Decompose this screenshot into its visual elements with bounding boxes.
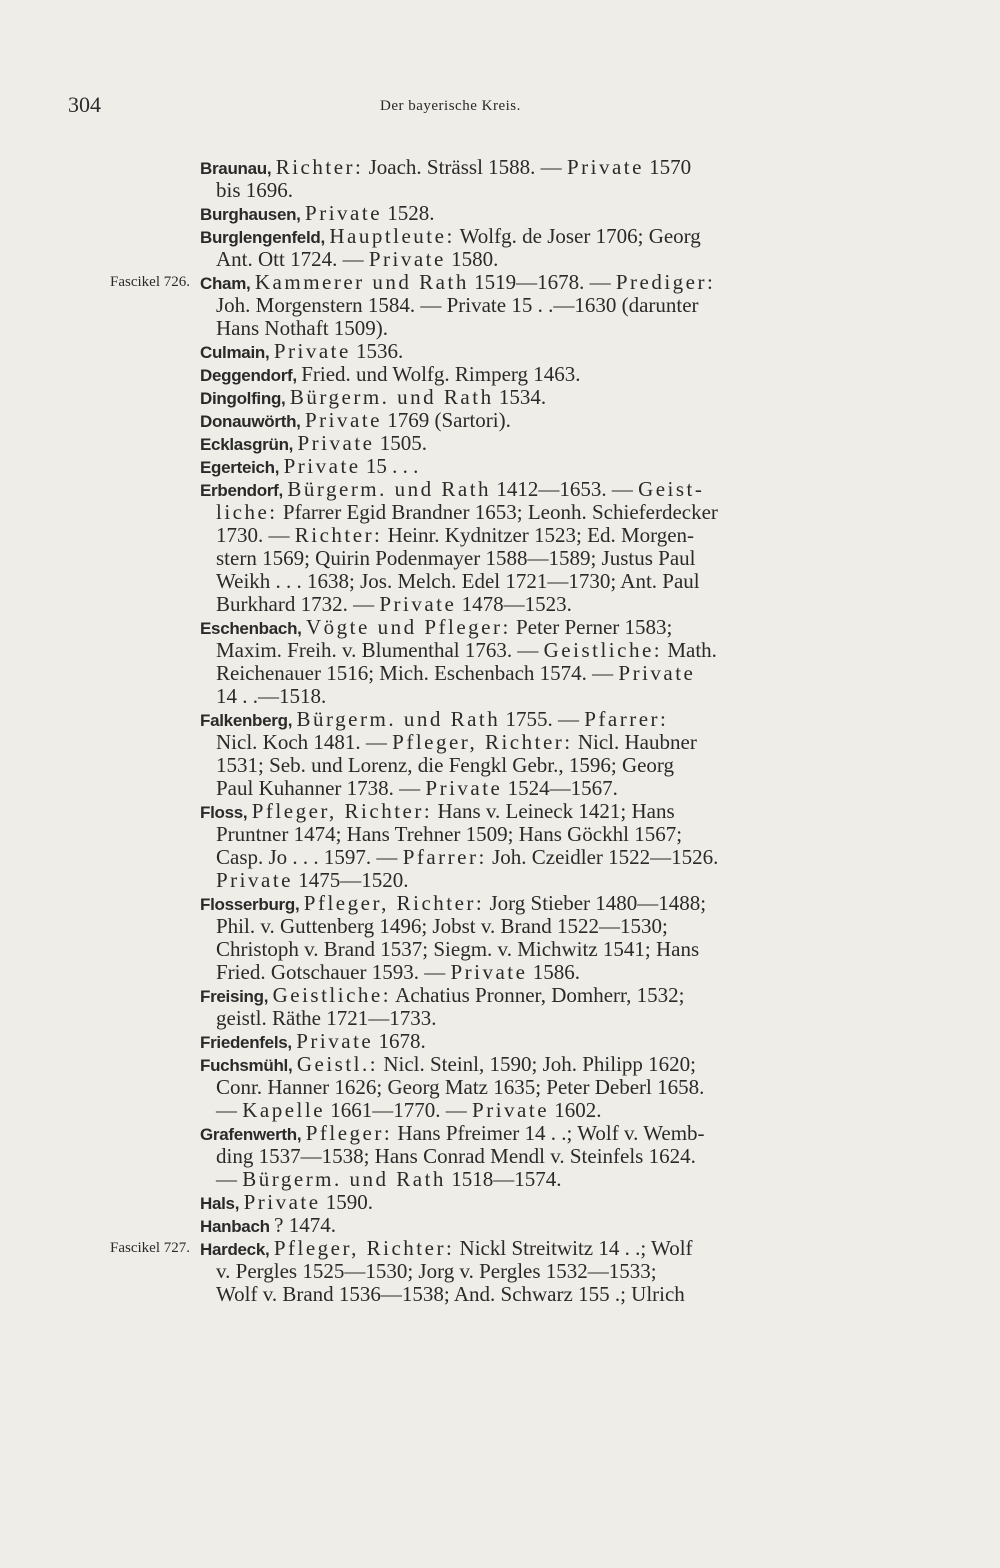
entry-text: Conr. Hanner 1626; Georg Matz 1635; Peter Deberl 1658.: [216, 1075, 705, 1099]
entry-text: 1528.: [382, 201, 435, 225]
entry-text: 1586.: [527, 960, 580, 984]
register-entry: [200, 984, 860, 1030]
category-label: Pfarrer:: [584, 707, 669, 731]
entry-text: 1730. —: [216, 523, 295, 547]
entry-line: [200, 754, 860, 777]
category-label: Vögte und Pfleger:: [306, 615, 511, 639]
entry-line: [200, 179, 860, 202]
entry-line: [200, 961, 860, 984]
entry-text: geistl. Räthe 1721—1733.: [216, 1006, 437, 1030]
entry-line: [200, 1283, 860, 1306]
entry-text: Joh. Czeidler 1522—1526.: [486, 845, 719, 869]
register-entry: [200, 409, 860, 432]
entry-line: [200, 547, 860, 570]
entry-text: —: [216, 1098, 243, 1122]
entry-line: [200, 846, 860, 869]
entry-text: Burkhard 1732. —: [216, 592, 380, 616]
place-name: Eschenbach,: [200, 619, 306, 638]
margin-note-fascikel: Fascikel 726.: [110, 274, 190, 290]
category-label: Kammerer und Rath: [254, 270, 469, 294]
entry-line: [200, 156, 860, 179]
entry-text: 1518—1574.: [445, 1167, 562, 1191]
register-entry: [200, 340, 860, 363]
category-label: Pfleger:: [305, 1121, 393, 1145]
register-entry: [200, 156, 860, 202]
register-entry: [200, 478, 860, 616]
entry-text: Casp. Jo . . . 1597. —: [216, 845, 403, 869]
entry-text: 1475—1520.: [292, 868, 409, 892]
entry-line: [200, 524, 860, 547]
entry-line: [200, 1168, 860, 1191]
entry-text: Fried. und Wolfg. Rimperg 1463.: [301, 362, 581, 386]
entry-text: 1524—1567.: [502, 776, 618, 800]
entry-line: [200, 225, 860, 248]
register-entry: [200, 432, 860, 455]
entry-line: [200, 501, 860, 524]
entry-line: [200, 340, 860, 363]
entry-text: Hans Nothaft 1509).: [216, 316, 389, 340]
entry-line: [200, 1260, 860, 1283]
entry-text: stern 1569; Quirin Podenmayer 1588—1589; Justus Paul: [216, 546, 696, 570]
entry-text: Christoph v. Brand 1537; Siegm. v. Michwitz 1541; Hans: [216, 937, 700, 961]
running-head: [0, 92, 1000, 122]
entry-text: 1678.: [373, 1029, 426, 1053]
entry-line: [200, 1076, 860, 1099]
entry-line: [200, 984, 860, 1007]
entry-text: 1602.: [549, 1098, 602, 1122]
register-entry: [200, 892, 860, 984]
place-name: Erbendorf,: [200, 481, 288, 500]
running-header-title: Der bayerische Kreis.: [380, 98, 521, 114]
entry-line: [200, 570, 860, 593]
entry-text: Math.: [662, 638, 717, 662]
entry-text: 1661—1770. —: [325, 1098, 473, 1122]
entry-text: 1531; Seb. und Lorenz, die Fengkl Gebr., 1596; Georg: [216, 753, 675, 777]
category-label: Richter:: [275, 155, 364, 179]
category-label: Private: [618, 661, 696, 685]
register-entry: [200, 202, 860, 225]
entry-text: Paul Kuhanner 1738. —: [216, 776, 426, 800]
entry-text: ? 1474.: [274, 1213, 336, 1237]
entry-text: Wolf v. Brand 1536—1538; And. Schwarz 155 .; Ulrich: [216, 1282, 685, 1306]
entry-line: [200, 869, 860, 892]
entry-line: [200, 1237, 860, 1260]
entry-text: Ant. Ott 1724. —: [216, 247, 369, 271]
register-entry: [200, 1191, 860, 1214]
entry-line: [200, 1099, 860, 1122]
entry-text: Peter Perner 1583;: [510, 615, 673, 639]
place-name: Donauwörth,: [200, 412, 305, 431]
category-label: Private: [243, 1190, 321, 1214]
page-number: 304: [68, 92, 101, 117]
entry-line: [200, 478, 860, 501]
entry-text: 1769 (Sartori).: [381, 408, 511, 432]
place-name: Egerteich,: [200, 458, 284, 477]
place-name: Braunau,: [200, 159, 276, 178]
entry-line: [200, 1030, 860, 1053]
entry-text: Reichenauer 1516; Mich. Eschenbach 1574. —: [216, 661, 619, 685]
place-name: Ecklasgrün,: [200, 435, 298, 454]
entry-line: [200, 708, 860, 731]
entry-line: [200, 1191, 860, 1214]
category-label: Pfleger, Richter:: [273, 1236, 455, 1260]
entry-line: [200, 616, 860, 639]
category-label: Private: [283, 454, 361, 478]
place-name: Hanbach: [200, 1217, 275, 1236]
category-label: Pfleger, Richter:: [251, 799, 433, 823]
entry-text: 1478—1523.: [456, 592, 572, 616]
category-label: Prediger:: [615, 270, 716, 294]
entry-text: 1519—1678. —: [468, 270, 616, 294]
category-label: Private: [425, 776, 503, 800]
register-entry: [200, 1214, 860, 1237]
entry-line: [200, 386, 860, 409]
register-entry: [200, 1030, 860, 1053]
entry-text: Wolfg. de Joser 1706; Georg: [454, 224, 701, 248]
category-label: Hauptleute:: [329, 224, 455, 248]
register-entry: [200, 616, 860, 708]
entry-line: [200, 1122, 860, 1145]
entry-line: [200, 317, 860, 340]
category-label: Private: [273, 339, 351, 363]
place-name: Dingolfing,: [200, 389, 290, 408]
category-label: Private: [305, 408, 382, 432]
entry-text: 14 . .—1518.: [216, 684, 327, 708]
category-label: Pfleger, Richter:: [303, 891, 485, 915]
entry-text: Pruntner 1474; Hans Trehner 1509; Hans Göckhl 1567;: [216, 822, 683, 846]
entry-line: [200, 202, 860, 225]
entry-line: [200, 639, 860, 662]
entry-text: 15 . . .: [360, 454, 419, 478]
entry-text: Heinr. Kydnitzer 1523; Ed. Morgen-: [382, 523, 695, 547]
entry-text: Hans Pfreimer 14 . .; Wolf v. Wemb-: [392, 1121, 705, 1145]
category-label: Private: [368, 247, 446, 271]
category-label: Pfleger, Richter:: [392, 730, 573, 754]
entry-text: bis 1696.: [216, 178, 294, 202]
entry-text: ding 1537—1538; Hans Conrad Mendl v. Steinfels 1624.: [216, 1144, 696, 1168]
category-label: Richter:: [294, 523, 383, 547]
category-label: Private: [296, 1029, 374, 1053]
category-label: Bürgerm. und Rath: [242, 1167, 446, 1191]
margin-note-fascikel: Fascikel 727.: [110, 1240, 190, 1256]
entry-text: —: [216, 1167, 243, 1191]
entry-line: [200, 938, 860, 961]
register-entry: [200, 455, 860, 478]
entry-text: 1570: [643, 155, 692, 179]
category-label: Private: [472, 1098, 550, 1122]
entry-text: Hans v. Leineck 1421; Hans: [432, 799, 675, 823]
category-label: liche:: [216, 500, 278, 524]
category-label: Bürgerm. und Rath: [287, 477, 492, 501]
place-name: Fuchsmühl,: [200, 1056, 297, 1075]
register-entry: [200, 708, 860, 800]
entry-line: [200, 409, 860, 432]
register-entry: [200, 386, 860, 409]
entry-line: [200, 892, 860, 915]
category-label: Geistliche:: [272, 983, 392, 1007]
entry-line: [200, 685, 860, 708]
place-name: Cham,: [200, 274, 255, 293]
entry-text: Achatius Pronner, Domherr, 1532;: [391, 983, 685, 1007]
entry-line: [200, 731, 860, 754]
register-entry: [200, 1122, 860, 1191]
category-label: Private: [379, 592, 457, 616]
place-name: Floss,: [200, 803, 252, 822]
place-name: Hals,: [200, 1194, 244, 1213]
entry-text: Nicl. Steinl, 1590; Joh. Philipp 1620;: [378, 1052, 697, 1076]
entry-line: [200, 1007, 860, 1030]
category-label: Private: [216, 868, 293, 892]
register-entry: [200, 363, 860, 386]
entry-text: Joach. Strässl 1588. —: [363, 155, 567, 179]
entry-text: v. Pergles 1525—1530; Jorg v. Pergles 1532—1533;: [216, 1259, 657, 1283]
place-name: Freising,: [200, 987, 273, 1006]
place-name: Burghausen,: [200, 205, 306, 224]
register-entry: [200, 1053, 860, 1122]
entry-text: 1534.: [493, 385, 547, 409]
category-label: Private: [566, 155, 644, 179]
entry-text: 1580.: [445, 247, 499, 271]
entry-line: [200, 455, 860, 478]
entry-text: Weikh . . . 1638; Jos. Melch. Edel 1721—1730; Ant. Paul: [216, 569, 700, 593]
entry-text: 1590.: [320, 1190, 374, 1214]
entry-line: [200, 432, 860, 455]
category-label: Bürgerm. und Rath: [296, 707, 501, 731]
place-name: Deggendorf,: [200, 366, 302, 385]
category-label: Bürgerm. und Rath: [289, 385, 494, 409]
category-label: Geistliche:: [543, 638, 663, 662]
category-label: Geist-: [638, 477, 705, 501]
entry-line: [200, 662, 860, 685]
entry-line: [200, 363, 860, 386]
entry-text: 1505.: [374, 431, 427, 455]
category-label: Private: [450, 960, 528, 984]
category-label: Kapelle: [242, 1098, 326, 1122]
entry-text: Maxim. Freih. v. Blumenthal 1763. —: [216, 638, 544, 662]
place-name: Flosserburg,: [200, 895, 304, 914]
entry-line: [200, 915, 860, 938]
entry-text: 1536.: [350, 339, 404, 363]
entry-line: [200, 1053, 860, 1076]
place-name: Burglengenfeld,: [200, 228, 330, 247]
entry-line: [200, 800, 860, 823]
entry-text: Nickl Streitwitz 14 . .; Wolf: [454, 1236, 693, 1260]
entry-line: [200, 777, 860, 800]
entry-text: Nicl. Haubner: [572, 730, 697, 754]
entry-line: [200, 1214, 860, 1237]
place-name: Hardeck,: [200, 1240, 274, 1259]
entry-line: [200, 823, 860, 846]
category-label: Pfarrer:: [402, 845, 487, 869]
category-label: Geistl.:: [296, 1052, 379, 1076]
category-label: Private: [297, 431, 375, 455]
entry-text: Phil. v. Guttenberg 1496; Jobst v. Brand 1522—1530;: [216, 914, 668, 938]
entry-line: [200, 593, 860, 616]
entry-text: 1412—1653. —: [491, 477, 639, 501]
category-label: Private: [305, 201, 383, 225]
entry-line: [200, 294, 860, 317]
register-entry: [200, 225, 860, 271]
entry-line: [200, 248, 860, 271]
register-entry: [200, 800, 860, 892]
entry-line: [200, 271, 860, 294]
register-entry: [110, 270, 860, 340]
entry-text: Joh. Morgenstern 1584. — Private 15 . .—1630 (darunter: [216, 293, 699, 317]
place-name: Culmain,: [200, 343, 274, 362]
entry-text: Nicl. Koch 1481. —: [216, 730, 393, 754]
entry-text: Jorg Stieber 1480—1488;: [484, 891, 707, 915]
entry-line: [200, 1145, 860, 1168]
entry-text: Pfarrer Egid Brandner 1653; Leonh. Schieferdecker: [277, 500, 718, 524]
entry-text: Fried. Gotschauer 1593. —: [216, 960, 451, 984]
place-name: Grafenwerth,: [200, 1125, 306, 1144]
place-name: Friedenfels,: [200, 1033, 297, 1052]
entry-text: 1755. —: [500, 707, 585, 731]
place-name: Falkenberg,: [200, 711, 297, 730]
register-entries: [0, 156, 1000, 1306]
register-entry: [110, 1236, 860, 1306]
